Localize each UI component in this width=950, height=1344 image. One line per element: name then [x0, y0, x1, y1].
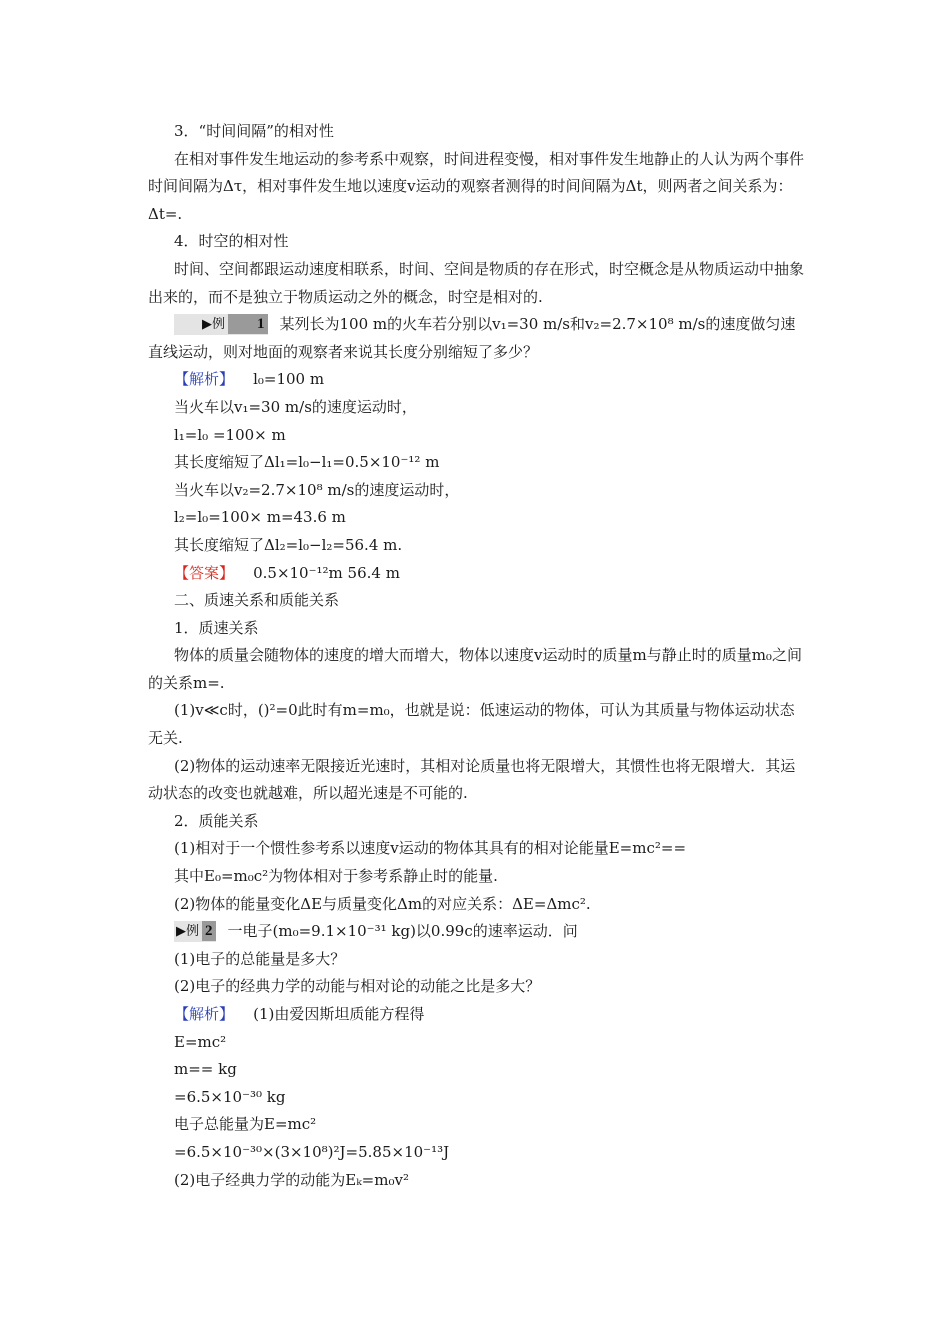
- example-2-line-1: m== kg: [174, 1060, 237, 1079]
- example-1-question: 某列长为100 m的火车若分别以v₁=30 m/s和v₂=2.7×10⁸ m/s的速度做匀速直线运动，则对地面的观察者来说其长度分别缩短了多少？: [148, 315, 796, 361]
- example-1-line-3: 其长度缩短了Δl₁=l₀−l₁=0.5×10⁻¹² m: [174, 453, 440, 472]
- example-1-answer: 0.5×10⁻¹²m 56.4 m: [253, 563, 400, 582]
- example-1-analysis-row: [148, 366, 808, 394]
- example-tag-label: ▶例: [176, 924, 199, 940]
- analysis-label: 【解析】: [174, 370, 235, 389]
- part-2-title: 二、质速关系和质能关系: [174, 591, 340, 610]
- part-2-sub2-item1b: 其中E₀=m₀c²为物体相对于参考系静止时的能量.: [174, 867, 498, 886]
- example-1-line-6: 其长度缩短了Δl₂=l₀−l₂=56.4 m.: [174, 535, 403, 554]
- section-4-body: 时间、空间都跟运动速度相联系，时间、空间是物质的存在形式，时空概念是从物质运动中抽象出来的，而不是独立于物质运动之外的概念，时空是相对的.: [148, 259, 805, 306]
- analysis-label: 【解析】: [174, 1005, 235, 1023]
- example-1-line-2: l₁=l₀ =100× m: [174, 425, 286, 444]
- example-1-line-4: 当火车以v₂=2.7×10⁸ m/s的速度运动时，: [174, 480, 460, 499]
- example-2-analysis-first: (1)由爱因斯坦质能方程得: [253, 1005, 425, 1023]
- section-4-title: 4．时空的相对性: [174, 232, 289, 251]
- example-2-line-0: E=mc²: [174, 1032, 227, 1051]
- example-2-analysis-row: [148, 1001, 808, 1029]
- document-page: [148, 118, 808, 1194]
- part-2-sub1-item1: (1)v≪c时，()²=0此时有m=m₀，也就是说：低速运动的物体，可认为其质量与物体运动状态无关.: [148, 701, 795, 748]
- example-2-number: 2: [202, 921, 216, 941]
- example-1-line-0: l₀=100 m: [253, 370, 325, 389]
- example-1-answer-row: [148, 560, 808, 588]
- example-2-q1: (1)电子的总能量是多大？: [174, 949, 346, 968]
- example-1-question-block: [148, 311, 808, 366]
- example-2-line-2: =6.5×10⁻³⁰ kg: [174, 1087, 286, 1106]
- part-2-sub2-item1: (1)相对于一个惯性参考系以速度v运动的物体其具有的相对论能量E=mc²==: [174, 839, 687, 858]
- example-1-number: 1: [228, 314, 268, 334]
- example-2-q2: (2)电子的经典力学的动能与相对论的动能之比是多大？: [174, 977, 541, 996]
- part-2-sub2-item2: (2)物体的能量变化ΔE与质量变化Δm的对应关系：ΔE=Δmc².: [174, 894, 591, 913]
- example-2-line-4: =6.5×10⁻³⁰×(3×10⁸)²J=5.85×10⁻¹³J: [174, 1142, 450, 1161]
- example-1-line-5: l₂=l₀=100× m=43.6 m: [174, 508, 346, 527]
- part-2-sub2-title: 2．质能关系: [174, 811, 259, 830]
- part-2-sub1-body: 物体的质量会随物体的速度的增大而增大，物体以速度v运动时的质量m与静止时的质量m₀之间的关系m=.: [148, 646, 802, 692]
- section-3-body: 在相对事件发生地运动的参考系中观察，时间进程变慢，相对事件发生地静止的人认为两个事件时间间隔为Δτ，相对事件发生地以速度v运动的观察者测得的时间间隔为Δt，则两者之间关系为：Δt=.: [148, 149, 805, 223]
- answer-label: 【答案】: [174, 563, 235, 582]
- example-2-line-3: 电子总能量为E=mc²: [174, 1115, 317, 1134]
- part-2-sub1-title: 1．质速关系: [174, 618, 259, 637]
- section-3-title: 3．“时间间隔”的相对性: [174, 122, 334, 140]
- example-1-line-1: 当火车以v₁=30 m/s的速度运动时，: [174, 397, 417, 416]
- example-tag-label: ▶例: [202, 317, 225, 333]
- example-2-question-block: [148, 918, 808, 946]
- example-1-tag: [174, 314, 268, 335]
- part-2-sub1-item2: (2)物体的运动速率无限接近光速时，其相对论质量也将无限增大，其惯性也将无限增大．其运动状态的改变也就越难，所以超光速是不可能的.: [148, 756, 796, 803]
- example-2-tag: [174, 921, 216, 942]
- example-2-question: 一电子(m₀=9.1×10⁻³¹ kg)以0.99c的速率运动．问: [227, 922, 578, 941]
- example-2-line-5: (2)电子经典力学的动能为Eₖ=m₀v²: [174, 1170, 409, 1189]
